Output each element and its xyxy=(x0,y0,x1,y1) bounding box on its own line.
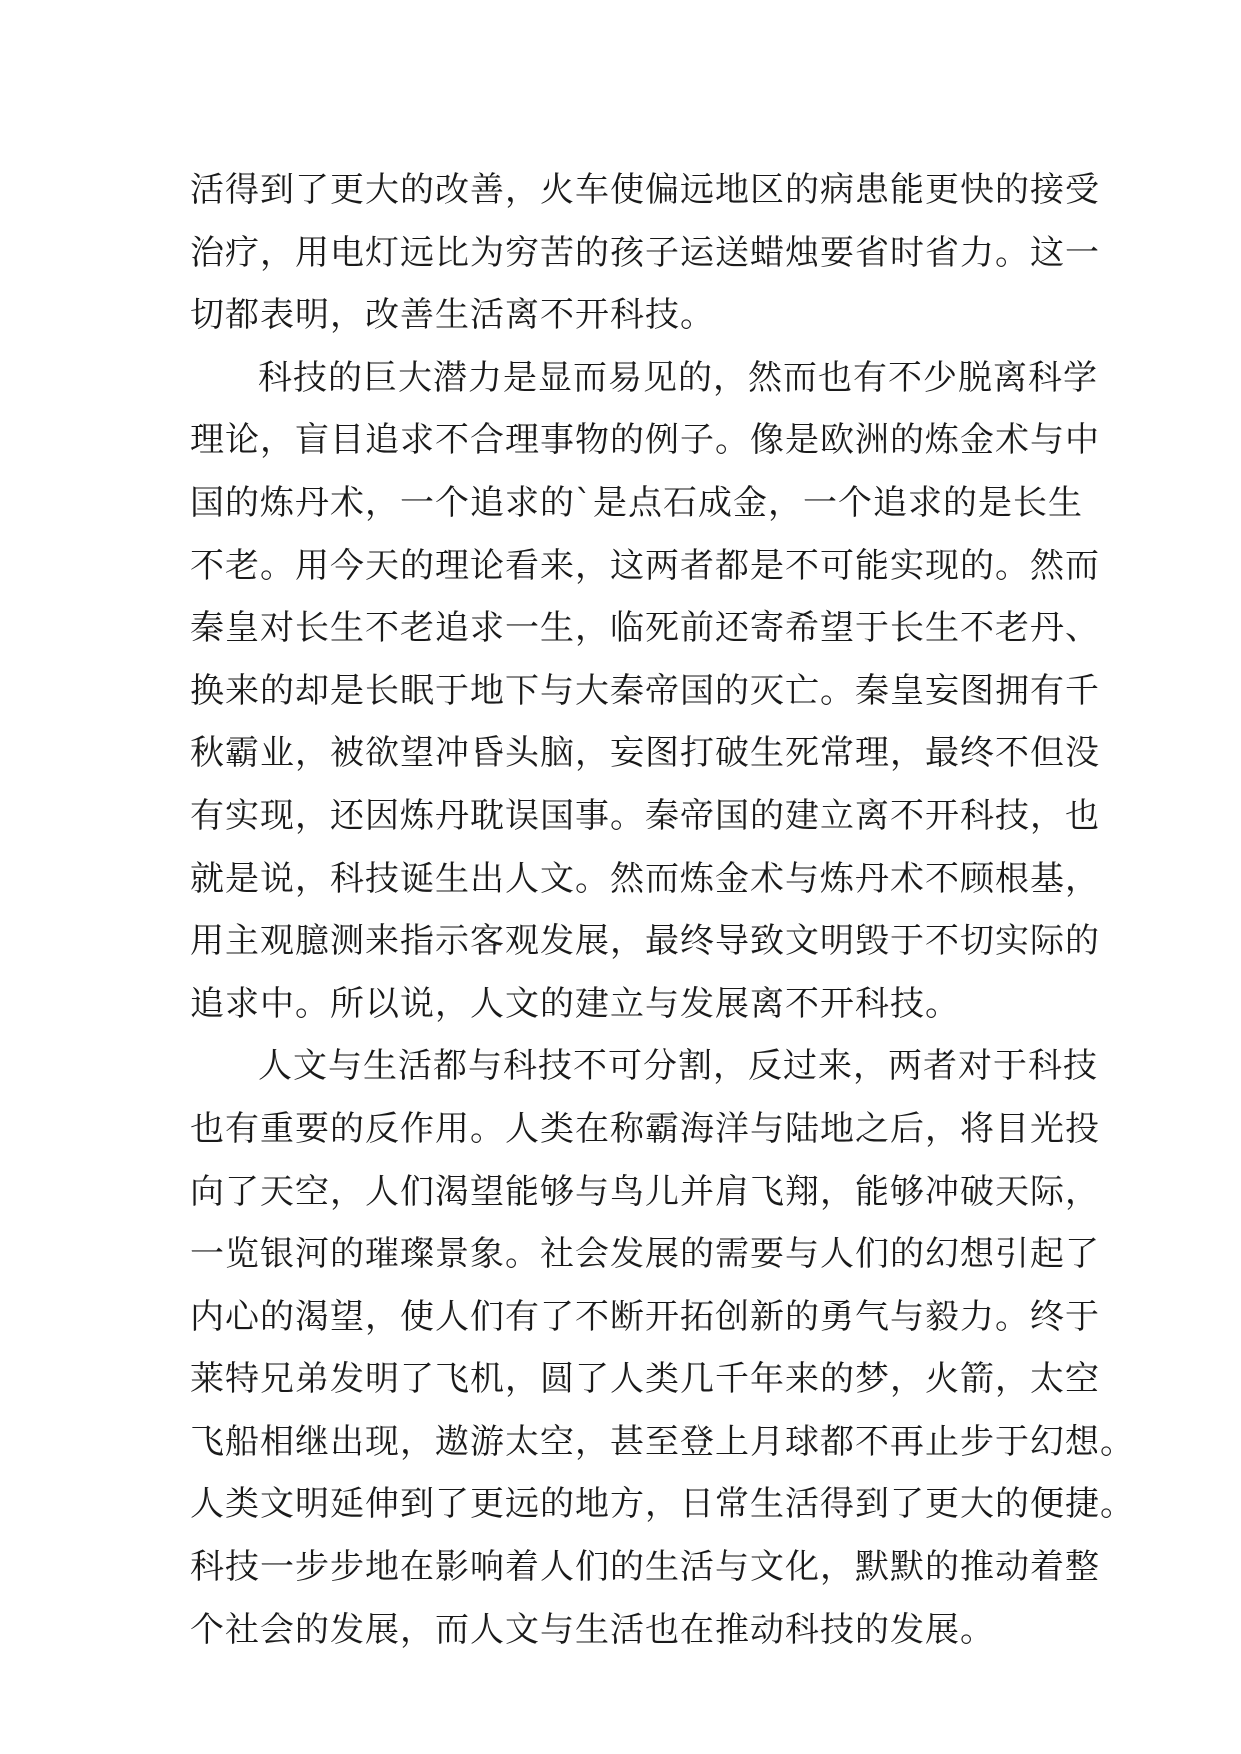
text-line: 一览银河的璀璨景象。社会发展的需要与人们的幻想引起了 xyxy=(190,1234,1100,1275)
text-line: 内心的渴望，使人们有了不断开拓创新的勇气与毅力。终于 xyxy=(190,1296,1100,1337)
text-line: 不老。用今天的理论看来，这两者都是不可能实现的。然而 xyxy=(190,545,1100,586)
paragraph-1 xyxy=(190,159,1100,347)
text-line: 换来的却是长眠于地下与大秦帝国的灭亡。秦皇妄图拥有千 xyxy=(190,670,1100,711)
paragraph-2 xyxy=(190,347,1100,1036)
text-line: 向了天空，人们渴望能够与鸟儿并肩飞翔，能够冲破天际， xyxy=(190,1171,1100,1212)
text-line: 个社会的发展，而人文与生活也在推动科技的发展。 xyxy=(190,1609,995,1650)
text-line: 追求中。所以说，人文的建立与发展离不开科技。 xyxy=(190,983,960,1024)
text-line: 也有重要的反作用。人类在称霸海洋与陆地之后，将目光投 xyxy=(190,1108,1100,1149)
text-line: 人文与生活都与科技不可分割，反过来，两者对于科技 xyxy=(258,1046,1098,1087)
text-line: 科技的巨大潜力是显而易见的，然而也有不少脱离科学 xyxy=(258,357,1098,398)
text-line: 人类文明延伸到了更远的地方，日常生活得到了更大的便捷。 xyxy=(190,1484,1135,1525)
text-line: 飞船相继出现，遨游太空，甚至登上月球都不再止步于幻想。 xyxy=(190,1421,1135,1462)
text-line: 国的炼丹术，一个追求的`是点石成金，一个追求的是长生 xyxy=(190,482,1083,523)
text-line: 就是说，科技诞生出人文。然而炼金术与炼丹术不顾根基， xyxy=(190,858,1100,899)
body-text xyxy=(190,159,1135,1661)
text-line: 有实现，还因炼丹耽误国事。秦帝国的建立离不开科技，也 xyxy=(190,795,1100,836)
text-line: 莱特兄弟发明了飞机，圆了人类几千年来的梦，火箭，太空 xyxy=(190,1359,1100,1400)
text-line: 切都表明，改善生活离不开科技。 xyxy=(190,295,715,336)
text-line: 秦皇对长生不老追求一生，临死前还寄希望于长生不老丹、 xyxy=(190,608,1100,649)
paragraph-3 xyxy=(190,1035,1135,1661)
text-line: 活得到了更大的改善，火车使偏远地区的病患能更快的接受 xyxy=(190,170,1100,210)
text-line: 用主观臆测来指示客观发展，最终导致文明毁于不切实际的 xyxy=(190,921,1100,962)
text-line: 理论，盲目追求不合理事物的例子。像是欧洲的炼金术与中 xyxy=(190,420,1100,461)
text-line: 秋霸业，被欲望冲昏头脑，妄图打破生死常理，最终不但没 xyxy=(190,733,1100,774)
text-line: 治疗，用电灯远比为穷苦的孩子运送蜡烛要省时省力。这一 xyxy=(190,232,1100,273)
text-line: 科技一步步地在影响着人们的生活与文化，默默的推动着整 xyxy=(190,1547,1100,1588)
